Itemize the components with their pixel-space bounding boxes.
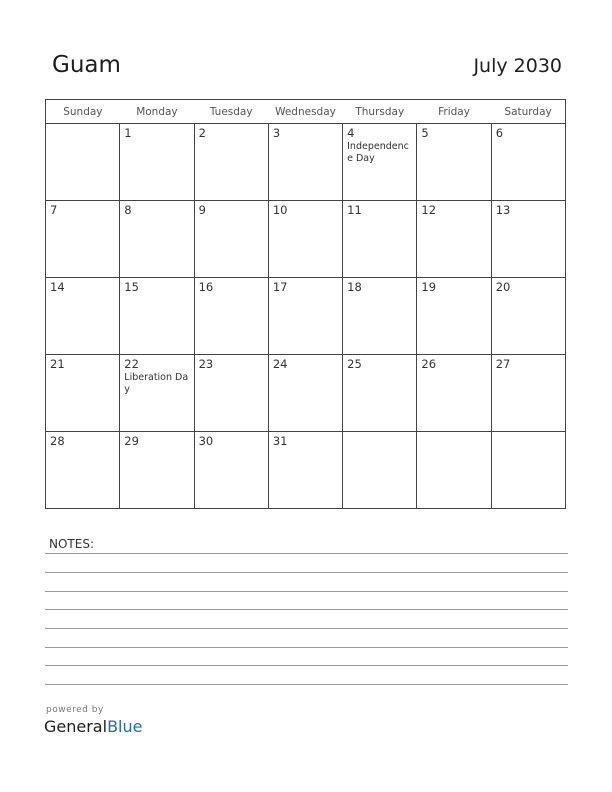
day-cell — [120, 355, 194, 432]
notes-line — [45, 647, 568, 648]
day-cell — [268, 432, 342, 509]
day-cell — [46, 432, 120, 509]
country-title: Guam — [52, 52, 121, 78]
day-number: 29 — [124, 434, 139, 448]
day-cell — [268, 355, 342, 432]
day-number: 14 — [50, 280, 65, 294]
day-cell — [417, 355, 491, 432]
day-number: 17 — [272, 280, 288, 294]
day-cell — [120, 278, 194, 355]
day-cell — [343, 278, 417, 355]
day-number: 15 — [124, 280, 139, 294]
notes-line — [45, 591, 568, 592]
day-number: 16 — [198, 280, 214, 294]
day-number: 20 — [495, 280, 511, 294]
day-number: 1 — [124, 126, 132, 140]
day-number: 21 — [50, 357, 65, 371]
day-cell — [268, 124, 342, 201]
day-number: 24 — [272, 357, 288, 371]
day-cell — [194, 201, 268, 278]
day-cell — [491, 355, 565, 432]
day-cell — [120, 201, 194, 278]
logo-blue: Blue — [107, 717, 143, 736]
day-cell — [46, 124, 120, 201]
weekday-saturday: Saturday — [491, 100, 565, 124]
day-number: 13 — [495, 203, 511, 217]
week-row — [46, 278, 566, 355]
notes-line — [45, 572, 568, 573]
day-number: 6 — [495, 126, 504, 140]
day-number: 26 — [421, 357, 437, 371]
day-number: 11 — [347, 203, 362, 217]
day-number: 3 — [272, 126, 281, 140]
day-cell — [194, 432, 268, 509]
day-number: 8 — [124, 203, 132, 217]
day-number: 12 — [421, 203, 437, 217]
day-cell — [46, 278, 120, 355]
day-number: 7 — [50, 203, 58, 217]
day-cell — [491, 432, 565, 509]
day-cell — [268, 278, 342, 355]
day-number: 22 — [124, 357, 139, 371]
weekday-monday: Monday — [120, 100, 194, 124]
day-cell — [268, 201, 342, 278]
weekday-thursday: Thursday — [343, 100, 417, 124]
day-number: 18 — [347, 280, 362, 294]
day-cell — [491, 201, 565, 278]
notes-line — [45, 628, 568, 629]
notes-line — [45, 553, 568, 554]
day-cell — [491, 278, 565, 355]
day-number: 30 — [198, 434, 214, 448]
holiday-label: Liberation Day — [124, 372, 189, 395]
day-number: 31 — [272, 434, 288, 448]
day-number: 28 — [50, 434, 65, 448]
day-cell — [417, 278, 491, 355]
day-cell — [46, 201, 120, 278]
notes-label: NOTES: — [49, 537, 94, 551]
week-row — [46, 124, 566, 201]
day-number: 9 — [198, 203, 206, 217]
day-cell — [417, 432, 491, 509]
day-cell — [120, 124, 194, 201]
day-cell — [343, 432, 417, 509]
month-title: July 2030 — [473, 55, 562, 77]
day-cell — [194, 355, 268, 432]
day-cell — [343, 201, 417, 278]
day-cell — [194, 124, 268, 201]
notes-line — [45, 665, 568, 666]
day-number: 5 — [421, 126, 429, 140]
day-cell — [194, 278, 268, 355]
holiday-label: Independence Day — [347, 141, 409, 164]
weekday-wednesday: Wednesday — [268, 100, 342, 124]
week-row — [46, 432, 566, 509]
day-cell — [46, 355, 120, 432]
day-number: 10 — [272, 203, 288, 217]
weekday-friday: Friday — [417, 100, 491, 124]
day-cell — [343, 355, 417, 432]
weekday-tuesday: Tuesday — [194, 100, 268, 124]
week-row — [46, 355, 566, 432]
calendar-grid — [45, 99, 566, 509]
day-number: 19 — [421, 280, 437, 294]
notes-line — [45, 609, 568, 610]
day-number: 4 — [347, 126, 355, 140]
day-cell — [417, 201, 491, 278]
day-cell — [343, 124, 417, 201]
day-cell — [120, 432, 194, 509]
generalblue-logo[interactable] — [44, 717, 142, 736]
weekday-header-row — [46, 100, 566, 124]
week-row — [46, 201, 566, 278]
logo-general: General — [44, 717, 108, 736]
day-number: 23 — [198, 357, 214, 371]
notes-line — [45, 684, 568, 685]
day-cell — [491, 124, 565, 201]
powered-by-text: powered by — [46, 705, 104, 715]
day-number: 2 — [198, 126, 206, 140]
day-number: 27 — [495, 357, 511, 371]
weekday-sunday: Sunday — [46, 100, 120, 124]
day-number: 25 — [347, 357, 362, 371]
day-cell — [417, 124, 491, 201]
